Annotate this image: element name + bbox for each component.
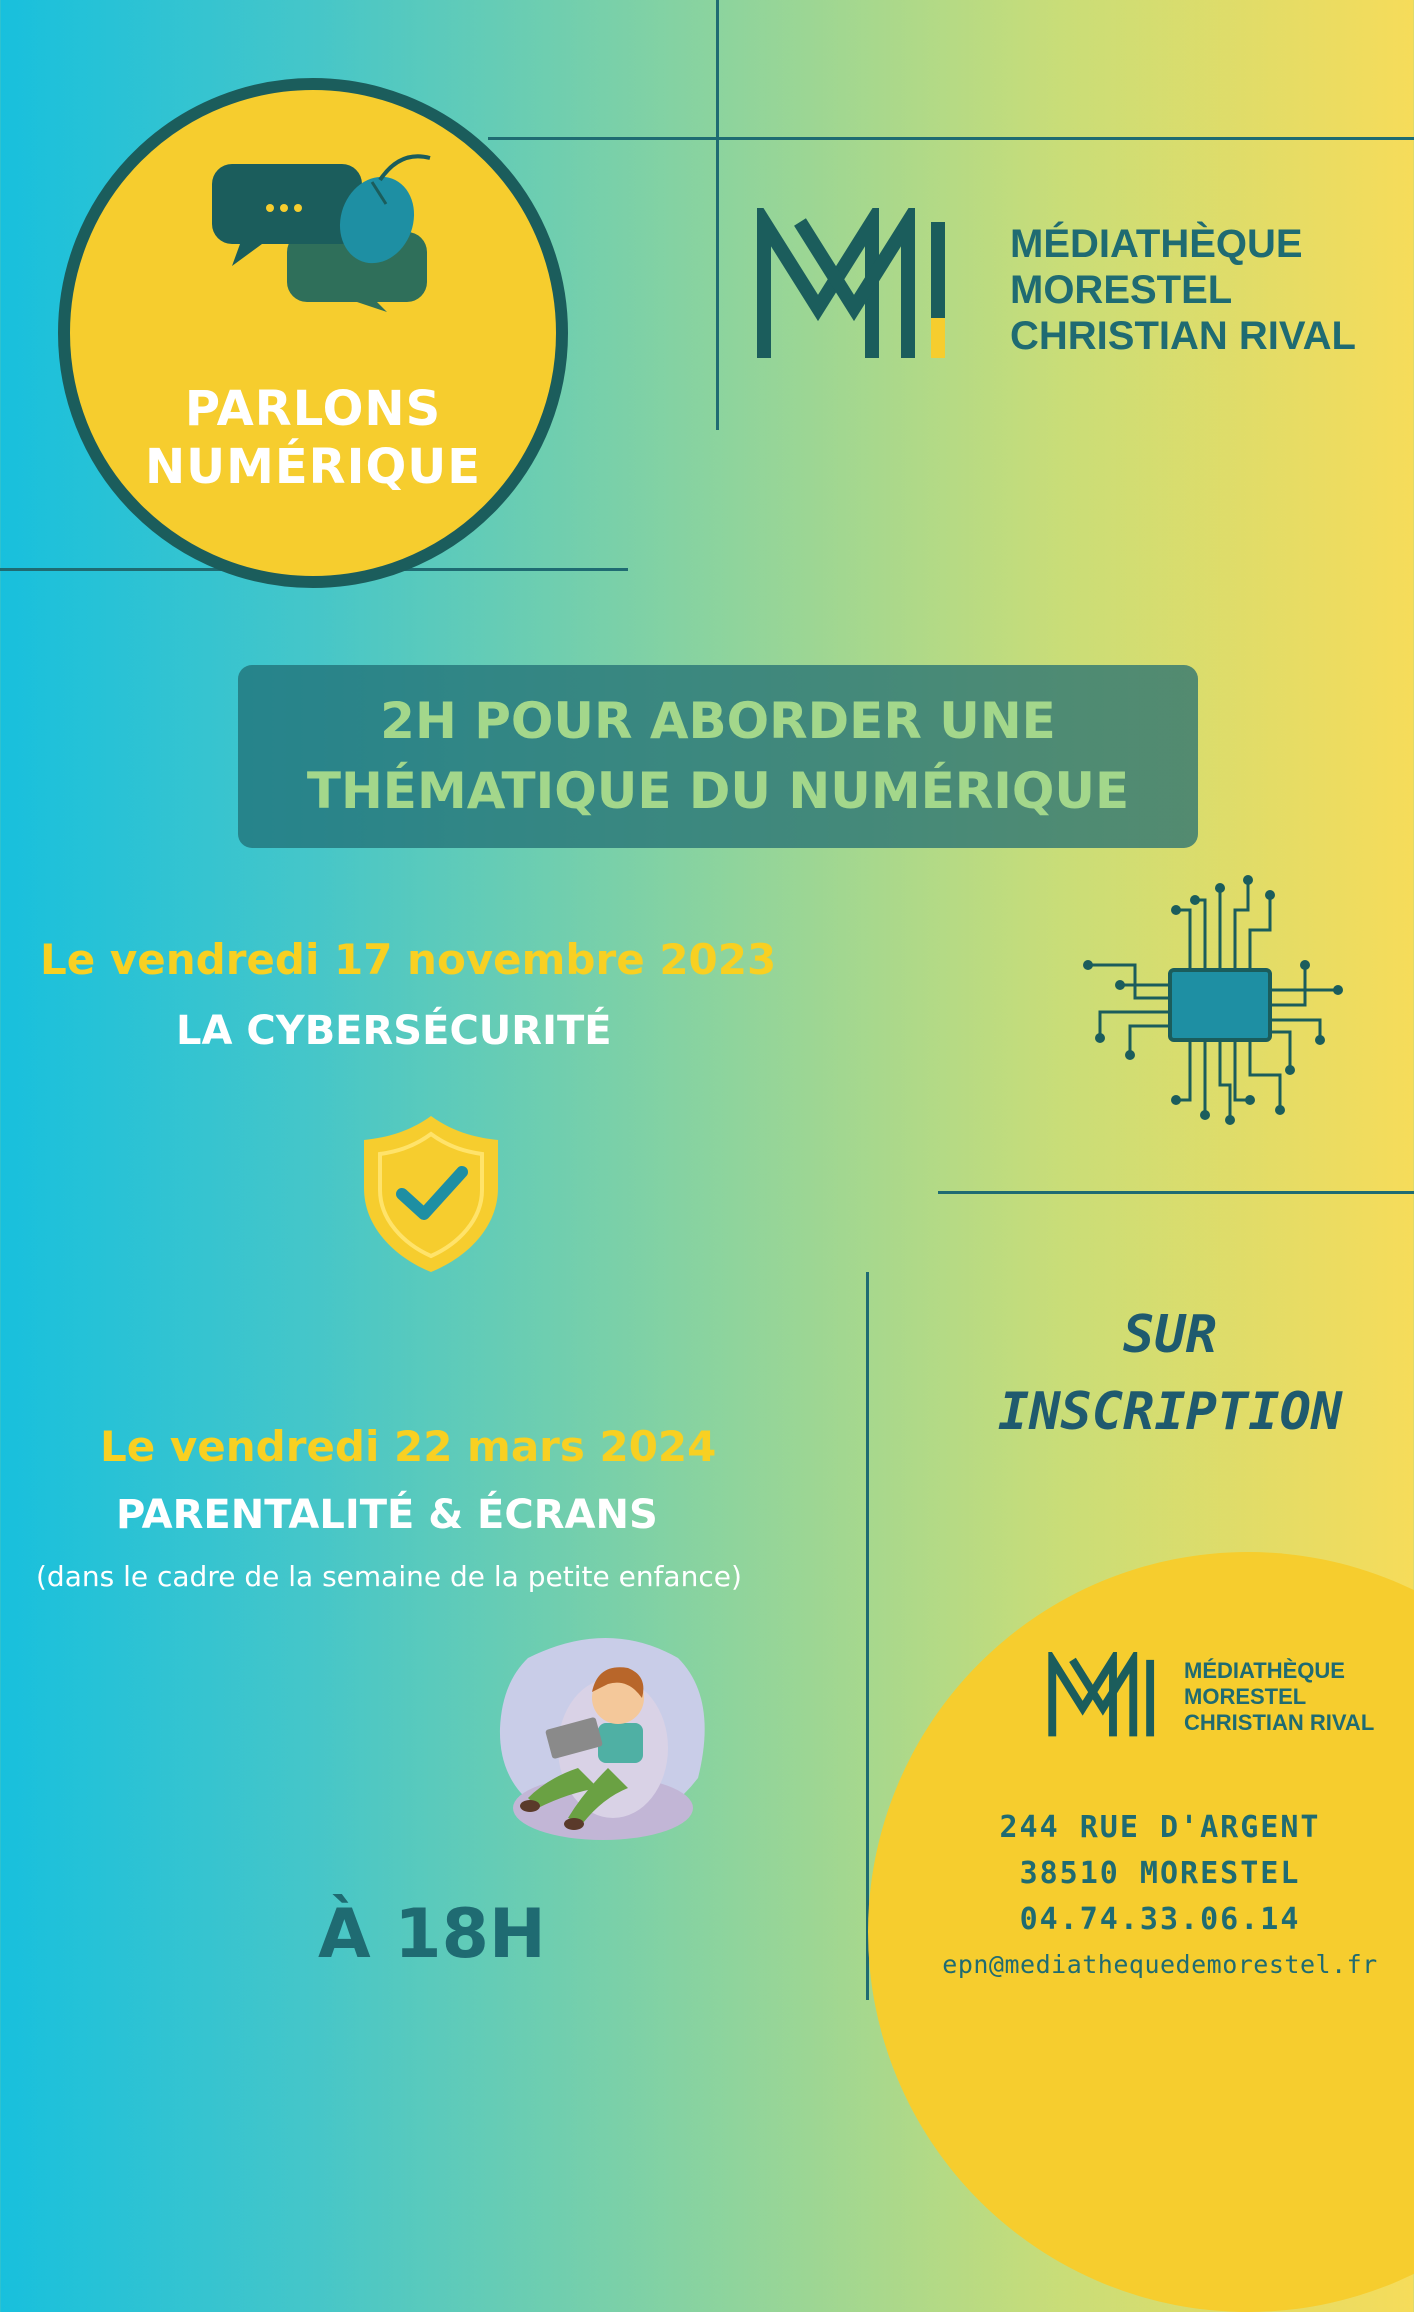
divider-top	[488, 137, 1414, 140]
address-line1: 244 RUE D'ARGENT	[999, 1810, 1321, 1845]
signup-line1: SUR	[1123, 1305, 1217, 1365]
divider-right	[938, 1191, 1414, 1194]
phone-number: 04.74.33.06.14	[1019, 1902, 1301, 1937]
chat-bubbles-mouse-icon	[212, 152, 432, 312]
divider-vertical-bottom	[866, 1272, 869, 2000]
small-library-name-line2: MORESTEL	[1184, 1684, 1307, 1709]
badge-title-line1: PARLONS	[184, 381, 442, 437]
library-name-line1: MÉDIATHÈQUE	[1010, 222, 1303, 266]
event1-date: Le vendredi 17 novembre 2023	[40, 935, 777, 984]
mediatheque-logo	[756, 208, 956, 368]
address-line2: 38510 MORESTEL	[1019, 1856, 1301, 1891]
event1-title: LA CYBERSÉCURITÉ	[176, 1008, 612, 1054]
badge-title-line2: NUMÉRIQUE	[144, 439, 482, 495]
divider-vertical-top	[716, 0, 719, 430]
mediatheque-logo-small	[1046, 1652, 1162, 1742]
parlons-numerique-badge	[58, 78, 568, 588]
event2-title: PARENTALITÉ & ÉCRANS	[116, 1492, 658, 1538]
signup-line2: INSCRIPTION	[997, 1382, 1343, 1442]
theme-line2: THÉMATIQUE DU NUMÉRIQUE	[306, 762, 1130, 820]
circuit-chip-icon	[1080, 870, 1350, 1140]
library-name-line2: MORESTEL	[1010, 268, 1233, 312]
small-library-name-line3: CHRISTIAN RIVAL	[1184, 1710, 1375, 1735]
event2-date: Le vendredi 22 mars 2024	[100, 1422, 717, 1471]
library-name-line3: CHRISTIAN RIVAL	[1010, 314, 1356, 358]
email-address: epn@mediathequedemorestel.fr	[942, 1950, 1378, 1979]
theme-banner	[238, 665, 1198, 848]
shield-check-icon	[356, 1108, 506, 1278]
small-library-name-line1: MÉDIATHÈQUE	[1184, 1658, 1345, 1683]
event-time: À 18H	[318, 1895, 546, 1974]
event2-note: (dans le cadre de la semaine de la petite enfance)	[36, 1560, 742, 1593]
child-tablet-illustration	[488, 1628, 718, 1848]
theme-line1: 2H POUR ABORDER UNE	[380, 692, 1056, 750]
